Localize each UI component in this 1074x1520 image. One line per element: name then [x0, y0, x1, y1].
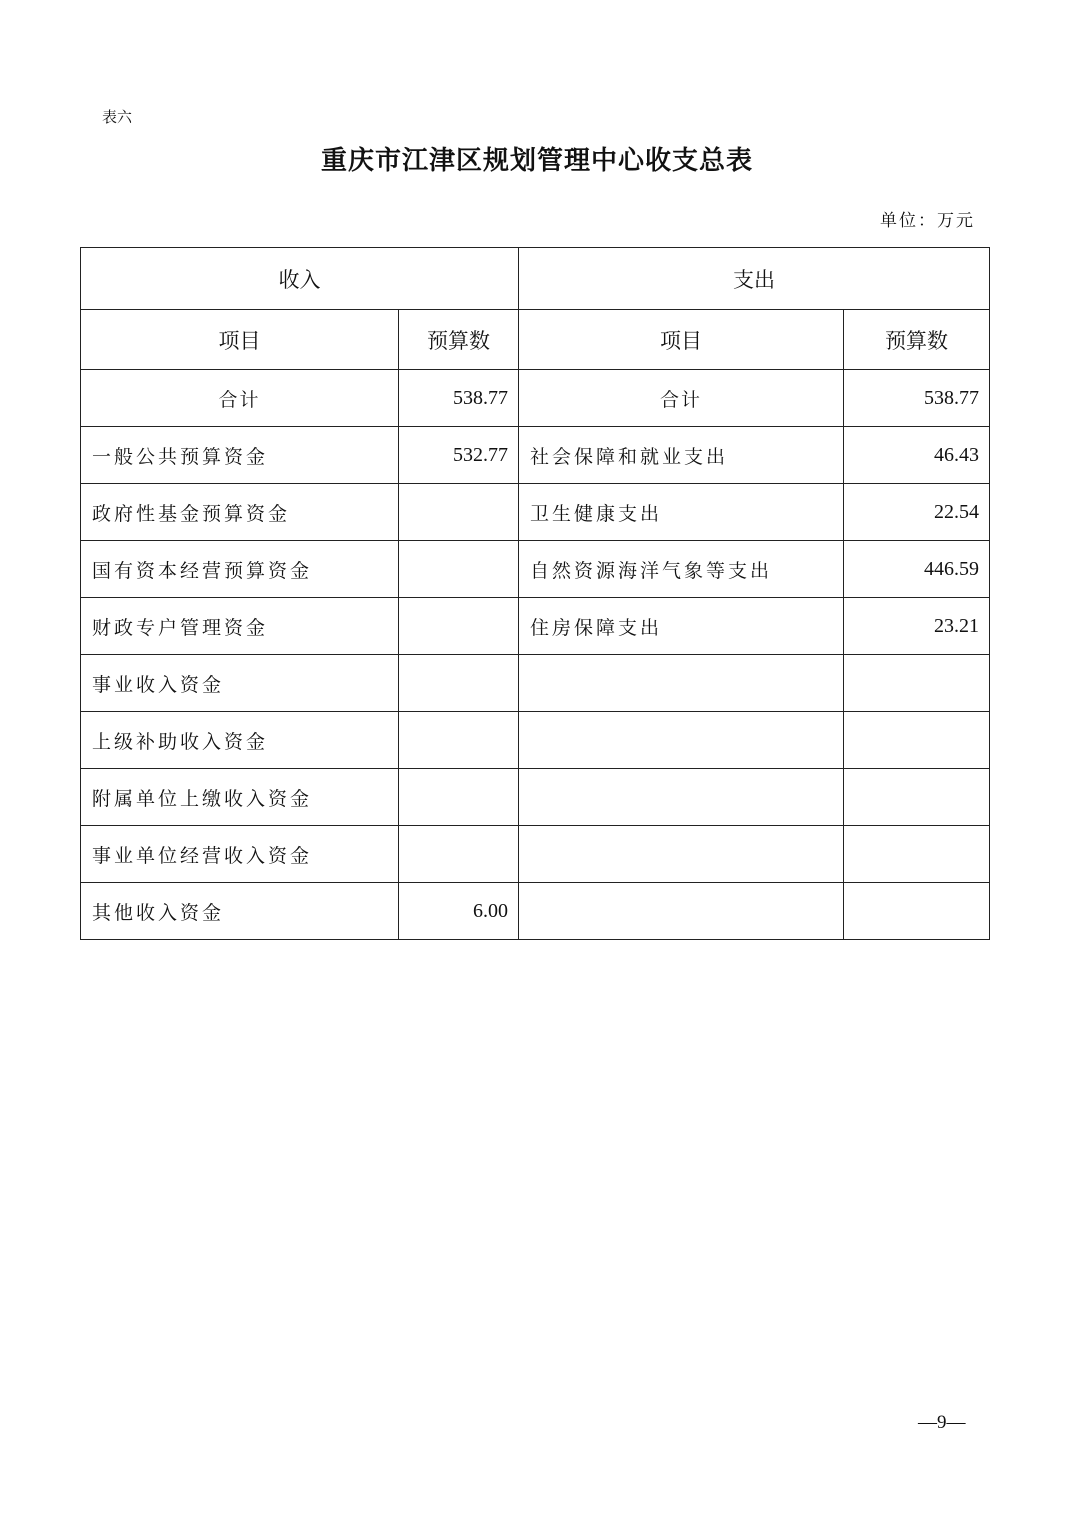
table-row — [81, 655, 990, 712]
income-budget-value: 532.77 — [399, 427, 519, 484]
page-title: 重庆市江津区规划管理中心收支总表 — [320, 146, 753, 176]
table-number: 表六 — [102, 108, 133, 126]
income-budget-value — [399, 598, 519, 655]
income-section-header: 收入 — [81, 248, 519, 310]
column-header-row — [81, 310, 990, 370]
income-item-label: 其他收入资金 — [81, 883, 399, 940]
unit-label: 单位：万元 — [880, 211, 975, 231]
table-row — [81, 769, 990, 826]
expense-section-header: 支出 — [519, 248, 990, 310]
expense-item-label: 社会保障和就业支出 — [519, 427, 844, 484]
section-header-row — [81, 248, 990, 310]
expense-item-label: 卫生健康支出 — [519, 484, 844, 541]
income-budget-value — [399, 712, 519, 769]
expense-item-label — [519, 712, 844, 769]
table-row — [81, 598, 990, 655]
total-row — [81, 370, 990, 427]
expense-budget-value: 46.43 — [844, 427, 990, 484]
expense-item-label — [519, 883, 844, 940]
income-item-header: 项目 — [81, 310, 399, 370]
expense-total-label: 合计 — [519, 370, 844, 427]
income-item-label: 附属单位上缴收入资金 — [81, 769, 399, 826]
table-row — [81, 541, 990, 598]
expense-budget-value: 446.59 — [844, 541, 990, 598]
expense-item-label — [519, 769, 844, 826]
expense-budget-value — [844, 712, 990, 769]
expense-budget-value — [844, 883, 990, 940]
income-item-label: 国有资本经营预算资金 — [81, 541, 399, 598]
income-item-label: 事业单位经营收入资金 — [81, 826, 399, 883]
income-budget-header: 预算数 — [399, 310, 519, 370]
expense-item-label: 住房保障支出 — [519, 598, 844, 655]
expense-budget-value: 23.21 — [844, 598, 990, 655]
income-item-label: 财政专户管理资金 — [81, 598, 399, 655]
expense-budget-header: 预算数 — [844, 310, 990, 370]
expense-total-value: 538.77 — [844, 370, 990, 427]
expense-item-header: 项目 — [519, 310, 844, 370]
income-budget-value — [399, 484, 519, 541]
income-budget-value — [399, 769, 519, 826]
income-item-label: 上级补助收入资金 — [81, 712, 399, 769]
income-item-label: 一般公共预算资金 — [81, 427, 399, 484]
expense-item-label — [519, 826, 844, 883]
expense-budget-value — [844, 655, 990, 712]
table-row — [81, 484, 990, 541]
income-item-label: 政府性基金预算资金 — [81, 484, 399, 541]
income-total-label: 合计 — [81, 370, 399, 427]
table-row — [81, 427, 990, 484]
income-budget-value: 6.00 — [399, 883, 519, 940]
table-row — [81, 712, 990, 769]
expense-item-label: 自然资源海洋气象等支出 — [519, 541, 844, 598]
expense-item-label — [519, 655, 844, 712]
expense-budget-value — [844, 826, 990, 883]
budget-table — [80, 247, 990, 940]
expense-budget-value: 22.54 — [844, 484, 990, 541]
income-budget-value — [399, 655, 519, 712]
income-budget-value — [399, 826, 519, 883]
table-row — [81, 826, 990, 883]
income-budget-value — [399, 541, 519, 598]
table-row — [81, 883, 990, 940]
expense-budget-value — [844, 769, 990, 826]
income-item-label: 事业收入资金 — [81, 655, 399, 712]
income-total-value: 538.77 — [399, 370, 519, 427]
page-number: —9— — [918, 1412, 966, 1433]
